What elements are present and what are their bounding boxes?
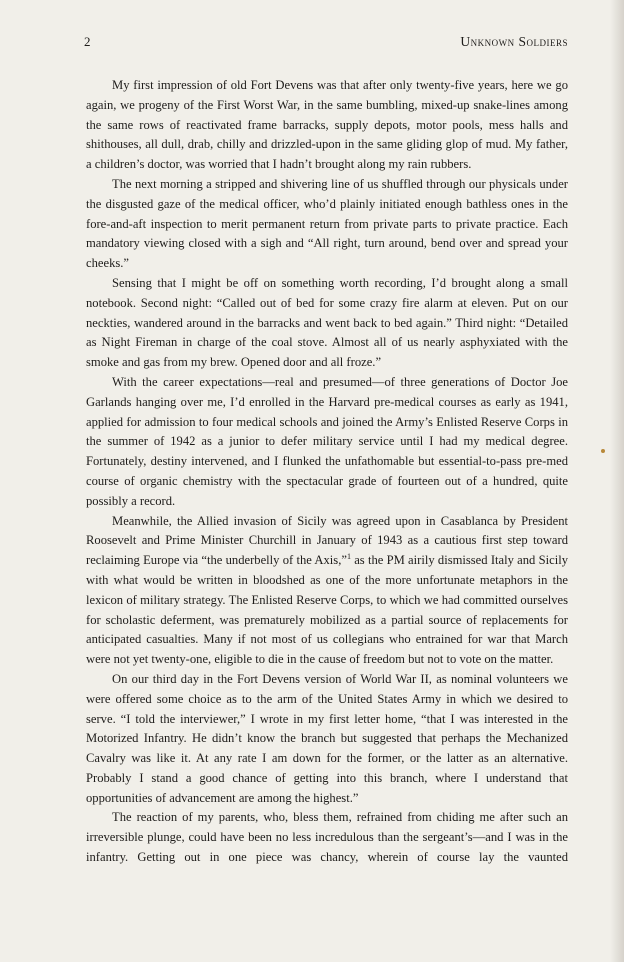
page-number: 2	[84, 34, 91, 49]
page-edge-shadow	[610, 0, 624, 962]
footnote-marker: 1	[346, 551, 351, 561]
paragraph: My first impression of old Fort Devens was that after only twenty-five years, here we go again, we progeny of the First Worst War, in the same bumbling, mixed-up snake-lines among the same rows of reactivated frame barracks, supply depots, motor pools, mess halls and shithouses, all dull, drab, chilly and drizzled-upon in the same gliding glop of mud. My father, a children’s doctor, was worried that I hadn’t brought along my rain rubbers.	[86, 78, 568, 172]
paper-speck	[601, 449, 605, 453]
running-head: Unknown Soldiers	[460, 34, 568, 49]
paragraph: The reaction of my parents, who, bless them, refrained from chiding me after such an irreversible plunge, could have been no less incredulous than the sergeant’s—and I was in the infantry. Getting out in one piece was chancy, wherein of course lay the vaunted	[86, 810, 568, 865]
paragraph: The next morning a stripped and shivering line of us shuffled through our physicals under the disgusted gaze of the medical officer, who’d plainly initiated enough bathless ones in the fore-and-aft inspection to merit permanent return from private parts to private practice. Each mandatory viewing closed with a sigh and “All right, turn around, bend over and spread your cheeks.”	[86, 176, 568, 271]
page-header	[84, 34, 568, 54]
paragraph-with-footnote	[86, 512, 568, 670]
paragraph-text: Meanwhile, the Allied invasion of Sicily was agreed upon in Casablanca by President Roosevelt and Prime Minister Churchill in January of 1943 as a cautious first step toward reclaiming Europe via “the underbelly of the Axis,”	[86, 513, 568, 568]
paragraph-text-continued: as the PM airily dismissed Italy and Sicily with what would be written in bloodshed as one of the more unfortunate metaphors in the lexicon of military strategy. The Enlisted Reserve Corps, to which we had committed ourselves for scholastic deferment, was prematurely mobilized as a partial source of replacements for anticipated casualties. Many if not most of us collegians who entrained for war that March were not yet twenty-one, eligible to die in the cause of freedom but not to vote on the matter.	[86, 553, 568, 667]
paragraph: Sensing that I might be off on something worth recording, I’d brought along a small notebook. Second night: “Called out of bed for some crazy fire alarm at eleven. Put on our neckties, wandered around in the barracks and went back to bed again.” Third night: “Detailed as Night Fireman in charge of the coal stove. Almost all of us nearly asphyxiated with the smoke and gas from my brew. Opened door and all froze.”	[86, 275, 568, 370]
paragraph: With the career expectations—real and presumed—of three generations of Doctor Joe Garlands hanging over me, I’d enrolled in the Harvard pre-medical courses as early as 1941, applied for admission to four medical schools and joined the Army’s Enlisted Reserve Corps in the summer of 1942 as a junior to defer military service until I had my medical degree. Fortunately, destiny intervened, and I flunked the unfathomable but essential-to-pass pre-med course of organic chemistry with the spectacular grade of fourteen out of a hundred, quite possibly a record.	[86, 374, 568, 508]
paragraph: On our third day in the Fort Devens version of World War II, as nominal volunteers we were offered some choice as to the arm of the United States Army in which we desired to serve. “I told the interviewer,” I wrote in my first letter home, “that I was interested in the Motorized Infantry. He didn’t know the branch but suggested that perhaps the Mechanized Cavalry was like it. At any rate I am down for the former, or the latter as an alternative. Probably I stand a good chance of getting into this branch, where I understand that opportunities of advancement are among the highest.”	[86, 671, 568, 805]
body-text	[86, 76, 568, 868]
